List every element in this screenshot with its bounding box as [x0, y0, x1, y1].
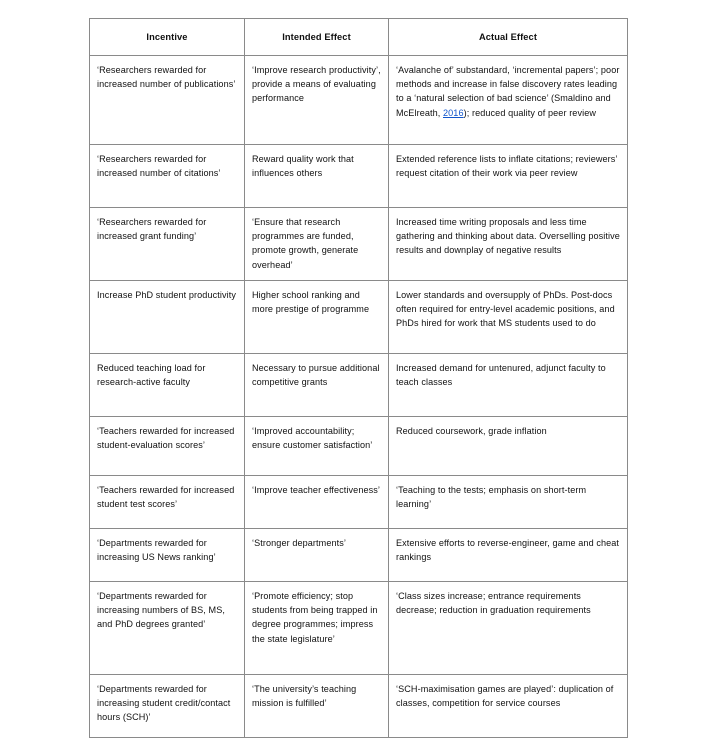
- table-row: [90, 476, 628, 529]
- cell-incentive: ‘Teachers rewarded for increased student test scores’: [90, 476, 245, 529]
- cell-intended-effect: ‘Promote efficiency; stop students from being trapped in degree programmes; impress the state legislature’: [245, 582, 389, 675]
- cell-incentive: ‘Researchers rewarded for increased number of citations’: [90, 145, 245, 208]
- cell-intended-effect: Reward quality work that influences others: [245, 145, 389, 208]
- cell-actual-effect: Lower standards and oversupply of PhDs. Post-docs often required for entry-level academic positions, and PhDs hired for work that MS students used to do: [389, 281, 628, 354]
- table-row: [90, 208, 628, 281]
- cell-intended-effect: ‘Improve research productivity’, provide a means of evaluating performance: [245, 56, 389, 145]
- cell-actual-effect: [389, 56, 628, 145]
- cell-actual-effect: ‘Teaching to the tests; emphasis on short-term learning’: [389, 476, 628, 529]
- cell-incentive: Increase PhD student productivity: [90, 281, 245, 354]
- table-body: [90, 56, 628, 738]
- cell-incentive: ‘Departments rewarded for increasing US News ranking’: [90, 529, 245, 582]
- cell-incentive: ‘Departments rewarded for increasing numbers of BS, MS, and PhD degrees granted’: [90, 582, 245, 675]
- table-row: [90, 582, 628, 675]
- cell-incentive: ‘Teachers rewarded for increased student-evaluation scores’: [90, 417, 245, 476]
- table-row: [90, 529, 628, 582]
- table-row: [90, 354, 628, 417]
- table-header-row: [90, 19, 628, 56]
- cell-actual-effect: Increased time writing proposals and less time gathering and thinking about data. Overselling positive results and downplay of negative results: [389, 208, 628, 281]
- incentives-table: [89, 18, 628, 738]
- cell-incentive: Reduced teaching load for research-active faculty: [90, 354, 245, 417]
- cell-actual-effect: Extended reference lists to inflate citations; reviewers’ request citation of their work via peer review: [389, 145, 628, 208]
- cell-actual-effect: Increased demand for untenured, adjunct faculty to teach classes: [389, 354, 628, 417]
- actual-effect-text-before-citation: ‘Avalanche of’ substandard, ‘incremental papers’; poor methods and increase in false discovery rates leading to a ‘natural selection of bad science’ (Smaldino and McElreath,: [396, 65, 620, 118]
- incentives-table-container: [89, 18, 627, 738]
- cell-actual-effect: Reduced coursework, grade inflation: [389, 417, 628, 476]
- cell-actual-effect: Extensive efforts to reverse-engineer, game and cheat rankings: [389, 529, 628, 582]
- cell-intended-effect: ‘Improve teacher effectiveness’: [245, 476, 389, 529]
- cell-intended-effect: ‘Stronger departments’: [245, 529, 389, 582]
- cell-incentive: ‘Researchers rewarded for increased grant funding’: [90, 208, 245, 281]
- cell-intended-effect: ‘Ensure that research programmes are funded, promote growth, generate overhead’: [245, 208, 389, 281]
- cell-incentive: ‘Departments rewarded for increasing student credit/contact hours (SCH)’: [90, 675, 245, 738]
- cell-incentive: ‘Researchers rewarded for increased number of publications’: [90, 56, 245, 145]
- column-header-actual-effect: Actual Effect: [389, 19, 628, 56]
- cell-intended-effect: Higher school ranking and more prestige of programme: [245, 281, 389, 354]
- table-row: [90, 675, 628, 738]
- cell-actual-effect: ‘SCH-maximisation games are played’: duplication of classes, competition for service courses: [389, 675, 628, 738]
- cell-intended-effect: ‘Improved accountability; ensure customer satisfaction’: [245, 417, 389, 476]
- cell-actual-effect: ‘Class sizes increase; entrance requirements decrease; reduction in graduation requirements: [389, 582, 628, 675]
- column-header-incentive: Incentive: [90, 19, 245, 56]
- table-row: [90, 281, 628, 354]
- citation-link-2016[interactable]: 2016: [443, 107, 464, 118]
- actual-effect-text-after-citation: ); reduced quality of peer review: [463, 107, 597, 118]
- table-row: [90, 145, 628, 208]
- table-row: [90, 417, 628, 476]
- table-row: [90, 56, 628, 145]
- cell-intended-effect: ‘The university’s teaching mission is fulfilled’: [245, 675, 389, 738]
- column-header-intended-effect: Intended Effect: [245, 19, 389, 56]
- cell-intended-effect: Necessary to pursue additional competitive grants: [245, 354, 389, 417]
